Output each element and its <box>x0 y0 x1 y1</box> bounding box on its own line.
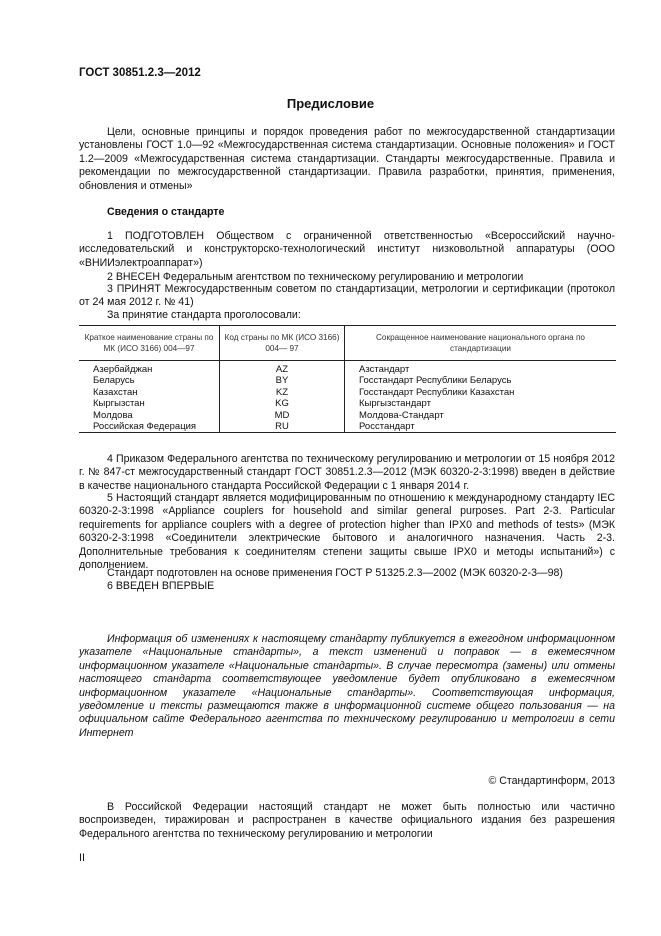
country-cell: Азербайджан <box>93 364 153 375</box>
vote-intro: За принятие стандарта проголосовали: <box>107 309 301 321</box>
code-cell: AZ <box>220 361 345 376</box>
copyright-notice: © Стандартинформ, 2013 <box>488 775 615 787</box>
intro-paragraph: Цели, основные принципы и порядок проведения работ по межгосударственной стандартизации установлены ГОСТ 1.0—92 «Межгосударственная система стандартизации. Основные положения» и ГОСТ 1.2—2009 «Межгосударственная система стандартизации. Стандарты межгосударственные. Правила и рекомендации по межгосударственной стандартизации. Правила разработки, принятия, применения, обновления и отмены» <box>79 126 615 192</box>
item-5-paragraph: 5 Настоящий стандарт является модифицированным по отношению к международному стандарту IEC 60320-2-3:1998 «Appliance couplers for household and similar general purposes. Part 2-3. Particular requirements for appliance couplers with a degree of protection higher than IPX0 and methods of tests» (МЭК 60320-2-3:1998 «Соединители электрические бытового и аналогичного назначения. Часть 2-3. Дополнительные требования к соединителям степени защиты свыше IPX0 и методы испытаний») с дополнением. <box>79 492 615 572</box>
page-number: II <box>79 852 85 864</box>
item-5-note: Стандарт подготовлен на основе применения ГОСТ Р 51325.2.3—2002 (МЭК 60320-2-3—98) <box>107 567 563 579</box>
code-cell: KG <box>220 398 345 409</box>
country-cell: Молдова <box>93 409 133 421</box>
item-4-paragraph: 4 Приказом Федерального агентства по техническому регулированию и метрологии от 15 ноября 2012 г. № 847-ст межгосударственный стандарт ГОСТ 30851.2.3—2012 (МЭК 60320-2-3:1998) введен в действие в качестве национального стандарта Российской Федерации с 1 января 2014 г. <box>79 453 615 492</box>
reproduction-rights-paragraph: В Российской Федерации настоящий стандарт не может быть полностью или частично воспроизведен, тиражирован и распространен в качестве официального издания без разрешения Федерального агентства по техническому регулированию и метрологии <box>79 801 615 840</box>
body-cell: Росстандарт <box>345 421 617 433</box>
table-row <box>79 398 616 409</box>
member-states-table <box>79 325 616 433</box>
item-2-paragraph: 2 ВНЕСЕН Федеральным агентством по техническому регулированию и метрологии <box>107 271 524 283</box>
table-header-body: Сокращенное наименование национального органа по стандартизации <box>345 326 617 361</box>
body-cell: Кыргызстандарт <box>345 398 617 409</box>
body-cell: Госстандарт Республики Беларусь <box>345 375 617 386</box>
table-row <box>79 421 616 433</box>
code-cell: MD <box>220 410 345 421</box>
section-subheading: Сведения о стандарте <box>107 206 225 218</box>
country-cell: Кыргызстан <box>93 398 145 410</box>
body-cell: Азстандарт <box>345 361 617 376</box>
country-cell: Беларусь <box>93 375 135 387</box>
table-header-country: Краткое наименование страны по МК (ИСО 3166) 004—97 <box>79 326 220 361</box>
page-title: Предисловие <box>286 96 375 111</box>
item-1-paragraph: 1 ПОДГОТОВЛЕН Обществом с ограниченной ответственностью «Всероссийский научно-исследовательский и конструкторско-технологический институт низковольтной аппаратуры (ООО «ВНИИэлектроаппарат») <box>79 230 615 269</box>
code-cell: BY <box>220 375 345 386</box>
table-row <box>79 375 616 386</box>
item-6-paragraph: 6 ВВЕДЕН ВПЕРВЫЕ <box>107 580 215 592</box>
country-cell: Казахстан <box>93 386 138 398</box>
body-cell: Молдова-Стандарт <box>345 410 617 421</box>
table-row <box>79 387 616 398</box>
code-cell: KZ <box>220 387 345 398</box>
item-3-paragraph: 3 ПРИНЯТ Межгосударственным советом по стандартизации, метрологии и сертификации (протокол от 24 мая 2012 г. № 41) <box>79 283 615 309</box>
document-code-header: ГОСТ 30851.2.3—2012 <box>79 67 201 79</box>
code-cell: RU <box>220 421 345 433</box>
table-header-code: Код страны по МК (ИСО 3166) 004— 97 <box>220 326 345 361</box>
country-cell: Российская Федерация <box>79 421 220 433</box>
table-row <box>79 410 616 421</box>
table-row <box>79 361 616 376</box>
body-cell: Госстандарт Республики Казахстан <box>345 387 617 398</box>
changes-info-paragraph: Информация об изменениях к настоящему стандарту публикуется в ежегодном информационном указателе «Национальные стандарты», а текст изменений и поправок — в ежемесячном информационном указателе «Национальные стандарты». В случае пересмотра (замены) или отмены настоящего стандарта соответствующее уведомление будет опубликовано в ежемесячном информационном указателе «Национальные стандарты». Соответствующая информация, уведомление и тексты размещаются также в информационной системе общего пользования — на официальном сайте Федерального агентства по техническому регулированию и метрологии в сети Интернет <box>79 633 615 739</box>
